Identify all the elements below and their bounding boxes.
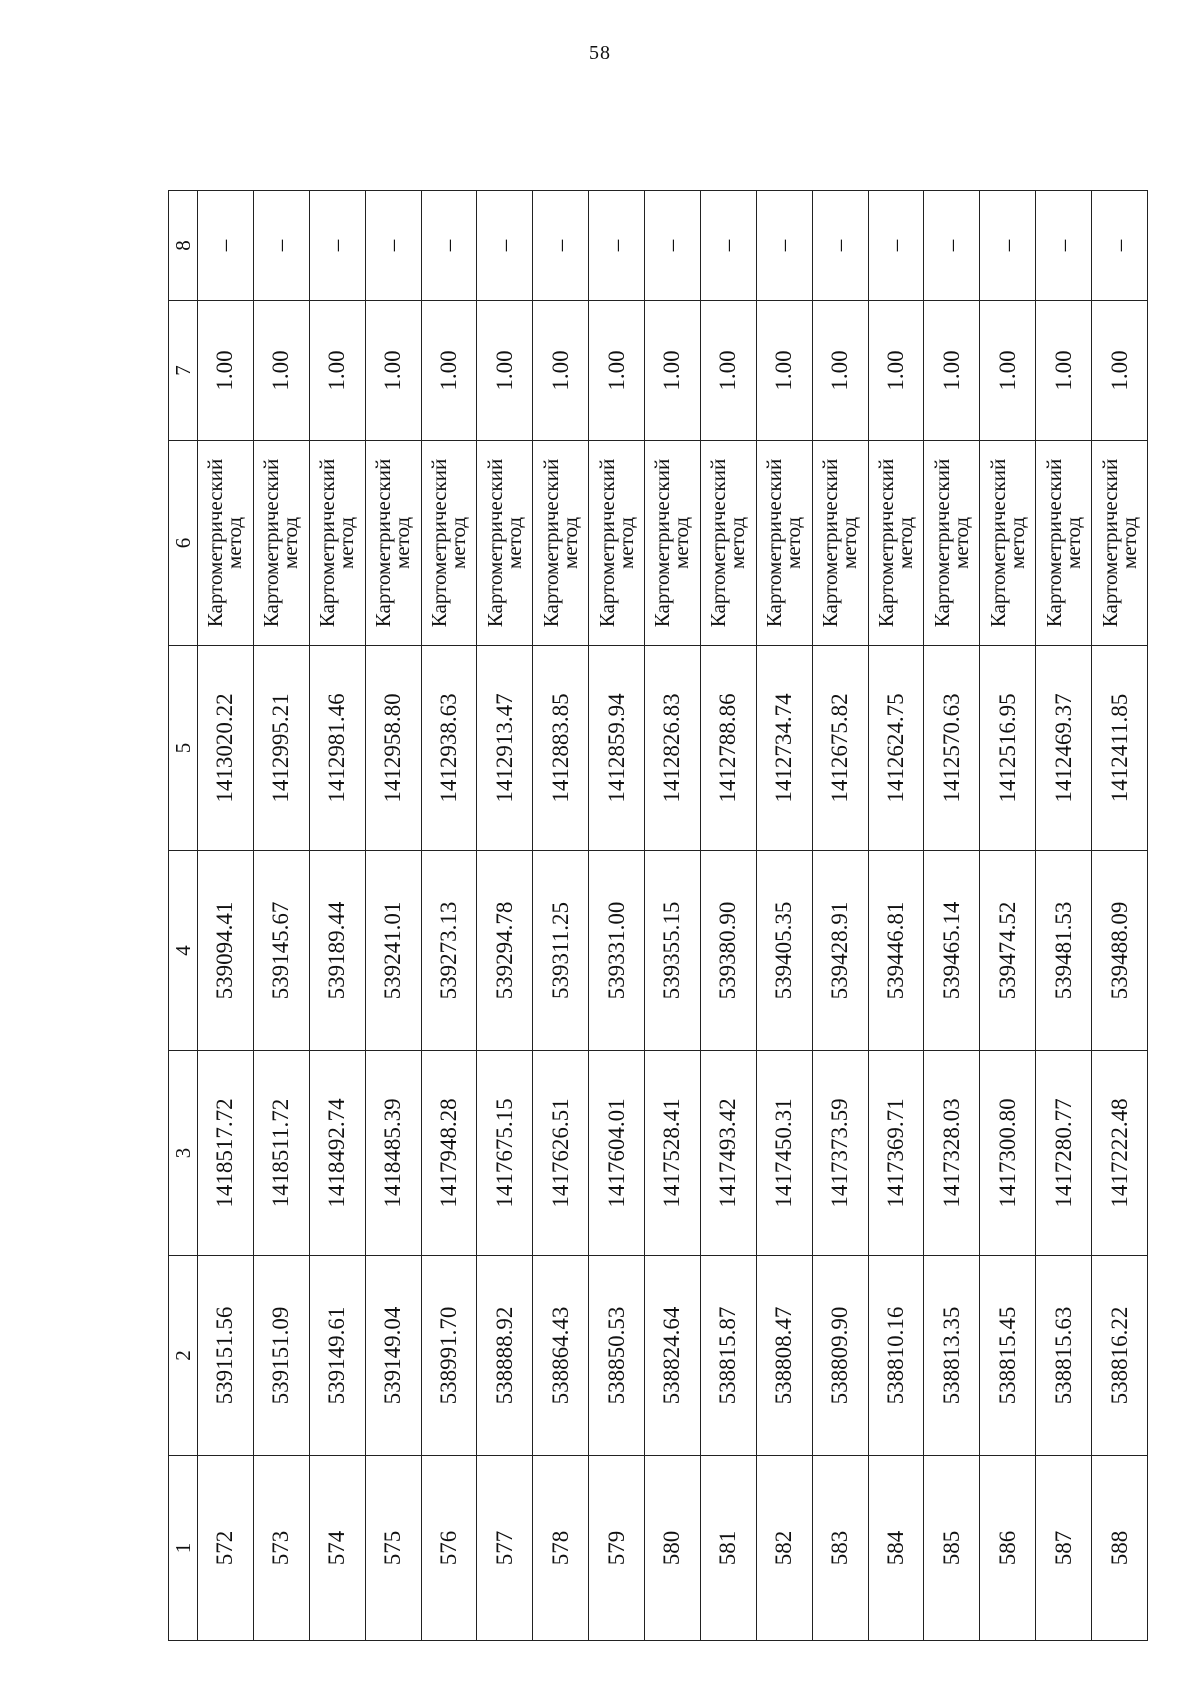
method-line-2: метод <box>1004 516 1029 570</box>
coordinate-y-cell: 1417280.77 <box>1036 1051 1092 1256</box>
method-line-1: Картометрический <box>1097 458 1122 628</box>
note-cell: – <box>1092 191 1148 301</box>
method-line-2: метод <box>1060 516 1085 570</box>
header-row <box>169 191 198 1641</box>
table-row <box>309 191 365 1641</box>
note-cell: – <box>589 191 645 301</box>
coordinate-x-cell: 538809.90 <box>812 1256 868 1456</box>
coordinate-y-cell: 1412981.46 <box>309 646 365 851</box>
table-row <box>812 191 868 1641</box>
accuracy-cell: 1.00 <box>980 301 1036 441</box>
coordinate-x-cell: 538888.92 <box>477 1256 533 1456</box>
method-line-2: метод <box>725 516 750 570</box>
coordinate-x-cell: 538824.64 <box>645 1256 701 1456</box>
method-line-2: метод <box>837 516 862 570</box>
column-header: 8 <box>169 191 198 301</box>
accuracy-cell: 1.00 <box>365 301 421 441</box>
coordinate-y-cell: 1412734.74 <box>756 646 812 851</box>
method-line-1: Картометрический <box>985 458 1010 628</box>
coordinate-x-cell: 538864.43 <box>533 1256 589 1456</box>
coordinate-y-cell: 1412913.47 <box>477 646 533 851</box>
accuracy-cell: 1.00 <box>421 301 477 441</box>
coordinate-y-cell: 1412995.21 <box>253 646 309 851</box>
point-number-cell: 573 <box>253 1456 309 1641</box>
method-line-2: метод <box>278 516 303 570</box>
method-cell <box>421 441 477 646</box>
method-line-1: Картометрический <box>818 458 843 628</box>
accuracy-cell: 1.00 <box>198 301 254 441</box>
method-line-2: метод <box>334 516 359 570</box>
coordinate-y-cell: 1412826.83 <box>645 646 701 851</box>
table-row <box>980 191 1036 1641</box>
accuracy-cell: 1.00 <box>700 301 756 441</box>
method-line-1: Картометрический <box>426 458 451 628</box>
table-body <box>169 191 1148 1641</box>
method-cell <box>868 441 924 646</box>
method-line-1: Картометрический <box>538 458 563 628</box>
coordinate-x-cell: 539355.15 <box>645 851 701 1051</box>
column-header: 6 <box>169 441 198 646</box>
method-cell <box>980 441 1036 646</box>
coordinate-y-cell: 1417328.03 <box>924 1051 980 1256</box>
accuracy-cell: 1.00 <box>477 301 533 441</box>
method-line-1: Картометрический <box>315 458 340 628</box>
coordinate-x-cell: 539241.01 <box>365 851 421 1051</box>
point-number-cell: 588 <box>1092 1456 1148 1641</box>
point-number-cell: 583 <box>812 1456 868 1641</box>
table-row <box>1036 191 1092 1641</box>
method-line-2: метод <box>445 516 470 570</box>
note-cell: – <box>980 191 1036 301</box>
accuracy-cell: 1.00 <box>1036 301 1092 441</box>
method-cell <box>700 441 756 646</box>
note-cell: – <box>309 191 365 301</box>
point-number-cell: 582 <box>756 1456 812 1641</box>
method-cell <box>253 441 309 646</box>
coordinate-x-cell: 539311.25 <box>533 851 589 1051</box>
note-cell: – <box>645 191 701 301</box>
coordinate-x-cell: 539446.81 <box>868 851 924 1051</box>
coordinate-y-cell: 1412883.85 <box>533 646 589 851</box>
column-header: 1 <box>169 1456 198 1641</box>
note-cell: – <box>533 191 589 301</box>
coordinate-x-cell: 538810.16 <box>868 1256 924 1456</box>
table-row <box>1092 191 1148 1641</box>
table-row <box>924 191 980 1641</box>
coordinate-x-cell: 538816.22 <box>1092 1256 1148 1456</box>
method-line-1: Картометрический <box>706 458 731 628</box>
point-number-cell: 576 <box>421 1456 477 1641</box>
column-header: 3 <box>169 1051 198 1256</box>
note-cell: – <box>924 191 980 301</box>
method-line-2: метод <box>222 516 247 570</box>
coordinate-x-cell: 539465.14 <box>924 851 980 1051</box>
coordinate-y-cell: 1417948.28 <box>421 1051 477 1256</box>
column-header: 5 <box>169 646 198 851</box>
method-cell <box>533 441 589 646</box>
coordinate-x-cell: 539151.09 <box>253 1256 309 1456</box>
method-line-1: Картометрический <box>259 458 284 628</box>
coordinate-x-cell: 539149.04 <box>365 1256 421 1456</box>
coordinate-x-cell: 539481.53 <box>1036 851 1092 1051</box>
note-cell: – <box>198 191 254 301</box>
coordinate-x-cell: 539094.41 <box>198 851 254 1051</box>
coordinate-y-cell: 1417300.80 <box>980 1051 1036 1256</box>
method-line-1: Картометрический <box>650 458 675 628</box>
method-line-2: метод <box>892 516 917 570</box>
coordinate-y-cell: 1412469.37 <box>1036 646 1092 851</box>
coordinate-x-cell: 539145.67 <box>253 851 309 1051</box>
method-line-2: метод <box>781 516 806 570</box>
coordinate-y-cell: 1417222.48 <box>1092 1051 1148 1256</box>
coordinates-table <box>168 190 1148 1641</box>
note-cell: – <box>700 191 756 301</box>
method-line-1: Картометрический <box>482 458 507 628</box>
coordinate-y-cell: 1417604.01 <box>589 1051 645 1256</box>
column-header: 4 <box>169 851 198 1051</box>
coordinate-x-cell: 538991.70 <box>421 1256 477 1456</box>
coordinate-x-cell: 539428.91 <box>812 851 868 1051</box>
method-cell <box>198 441 254 646</box>
method-cell <box>812 441 868 646</box>
page-number: 58 <box>589 42 611 64</box>
coordinate-y-cell: 1417675.15 <box>477 1051 533 1256</box>
accuracy-cell: 1.00 <box>645 301 701 441</box>
method-line-1: Картометрический <box>371 458 396 628</box>
point-number-cell: 574 <box>309 1456 365 1641</box>
coordinate-y-cell: 1417528.41 <box>645 1051 701 1256</box>
accuracy-cell: 1.00 <box>868 301 924 441</box>
coordinate-y-cell: 1418492.74 <box>309 1051 365 1256</box>
coordinate-x-cell: 539380.90 <box>700 851 756 1051</box>
table-row <box>700 191 756 1641</box>
coordinate-y-cell: 1417493.42 <box>700 1051 756 1256</box>
table-row <box>365 191 421 1641</box>
method-line-2: метод <box>669 516 694 570</box>
point-number-cell: 587 <box>1036 1456 1092 1641</box>
point-number-cell: 579 <box>589 1456 645 1641</box>
accuracy-cell: 1.00 <box>533 301 589 441</box>
point-number-cell: 580 <box>645 1456 701 1641</box>
point-number-cell: 577 <box>477 1456 533 1641</box>
method-line-2: метод <box>613 516 638 570</box>
coordinate-y-cell: 1412675.82 <box>812 646 868 851</box>
table-row <box>756 191 812 1641</box>
coordinate-y-cell: 1412788.86 <box>700 646 756 851</box>
coordinate-y-cell: 1418517.72 <box>198 1051 254 1256</box>
method-cell <box>365 441 421 646</box>
coordinate-x-cell: 539331.00 <box>589 851 645 1051</box>
coordinate-x-cell: 539405.35 <box>756 851 812 1051</box>
table-row <box>868 191 924 1641</box>
point-number-cell: 586 <box>980 1456 1036 1641</box>
note-cell: – <box>477 191 533 301</box>
table-row <box>477 191 533 1641</box>
coordinate-y-cell: 1417369.71 <box>868 1051 924 1256</box>
table-row <box>533 191 589 1641</box>
note-cell: – <box>812 191 868 301</box>
method-line-1: Картометрический <box>929 458 954 628</box>
coordinate-x-cell: 539294.78 <box>477 851 533 1051</box>
coordinate-y-cell: 1412938.63 <box>421 646 477 851</box>
method-cell <box>924 441 980 646</box>
method-line-1: Картометрический <box>594 458 619 628</box>
coordinate-y-cell: 1412624.75 <box>868 646 924 851</box>
coordinate-x-cell: 538815.63 <box>1036 1256 1092 1456</box>
coordinates-table-rotated <box>168 191 1148 1641</box>
coordinate-y-cell: 1417626.51 <box>533 1051 589 1256</box>
coordinate-y-cell: 1417450.31 <box>756 1051 812 1256</box>
method-cell <box>589 441 645 646</box>
coordinate-x-cell: 538815.87 <box>700 1256 756 1456</box>
coordinate-x-cell: 538815.45 <box>980 1256 1036 1456</box>
note-cell: – <box>868 191 924 301</box>
method-line-1: Картометрический <box>762 458 787 628</box>
coordinate-y-cell: 1418511.72 <box>253 1051 309 1256</box>
table-row <box>253 191 309 1641</box>
method-cell <box>477 441 533 646</box>
coordinate-y-cell: 1412570.63 <box>924 646 980 851</box>
note-cell: – <box>1036 191 1092 301</box>
method-line-1: Картометрический <box>873 458 898 628</box>
coordinate-x-cell: 539189.44 <box>309 851 365 1051</box>
coordinate-y-cell: 1412516.95 <box>980 646 1036 851</box>
coordinate-y-cell: 1413020.22 <box>198 646 254 851</box>
coordinate-x-cell: 539273.13 <box>421 851 477 1051</box>
note-cell: – <box>756 191 812 301</box>
point-number-cell: 578 <box>533 1456 589 1641</box>
accuracy-cell: 1.00 <box>812 301 868 441</box>
point-number-cell: 575 <box>365 1456 421 1641</box>
point-number-cell: 581 <box>700 1456 756 1641</box>
method-cell <box>645 441 701 646</box>
note-cell: – <box>421 191 477 301</box>
accuracy-cell: 1.00 <box>309 301 365 441</box>
coordinate-x-cell: 538850.53 <box>589 1256 645 1456</box>
coordinate-y-cell: 1412411.85 <box>1092 646 1148 851</box>
point-number-cell: 572 <box>198 1456 254 1641</box>
coordinate-x-cell: 538808.47 <box>756 1256 812 1456</box>
method-cell <box>1036 441 1092 646</box>
point-number-cell: 585 <box>924 1456 980 1641</box>
coordinate-y-cell: 1412859.94 <box>589 646 645 851</box>
coordinate-x-cell: 539151.56 <box>198 1256 254 1456</box>
table-row <box>198 191 254 1641</box>
method-line-1: Картометрический <box>1041 458 1066 628</box>
coordinate-y-cell: 1412958.80 <box>365 646 421 851</box>
coordinate-x-cell: 538813.35 <box>924 1256 980 1456</box>
method-line-2: метод <box>1116 516 1141 570</box>
method-line-1: Картометрический <box>203 458 228 628</box>
coordinate-x-cell: 539149.61 <box>309 1256 365 1456</box>
coordinate-y-cell: 1417373.59 <box>812 1051 868 1256</box>
table-row <box>645 191 701 1641</box>
coordinate-y-cell: 1418485.39 <box>365 1051 421 1256</box>
table-row <box>421 191 477 1641</box>
accuracy-cell: 1.00 <box>253 301 309 441</box>
method-line-2: метод <box>390 516 415 570</box>
column-header: 2 <box>169 1256 198 1456</box>
method-line-2: метод <box>948 516 973 570</box>
accuracy-cell: 1.00 <box>589 301 645 441</box>
method-line-2: метод <box>557 516 582 570</box>
method-cell <box>309 441 365 646</box>
table-row <box>589 191 645 1641</box>
method-line-2: метод <box>501 516 526 570</box>
accuracy-cell: 1.00 <box>756 301 812 441</box>
method-cell <box>756 441 812 646</box>
point-number-cell: 584 <box>868 1456 924 1641</box>
note-cell: – <box>365 191 421 301</box>
accuracy-cell: 1.00 <box>1092 301 1148 441</box>
coordinate-x-cell: 539488.09 <box>1092 851 1148 1051</box>
note-cell: – <box>253 191 309 301</box>
coordinate-x-cell: 539474.52 <box>980 851 1036 1051</box>
method-cell <box>1092 441 1148 646</box>
column-header: 7 <box>169 301 198 441</box>
accuracy-cell: 1.00 <box>924 301 980 441</box>
